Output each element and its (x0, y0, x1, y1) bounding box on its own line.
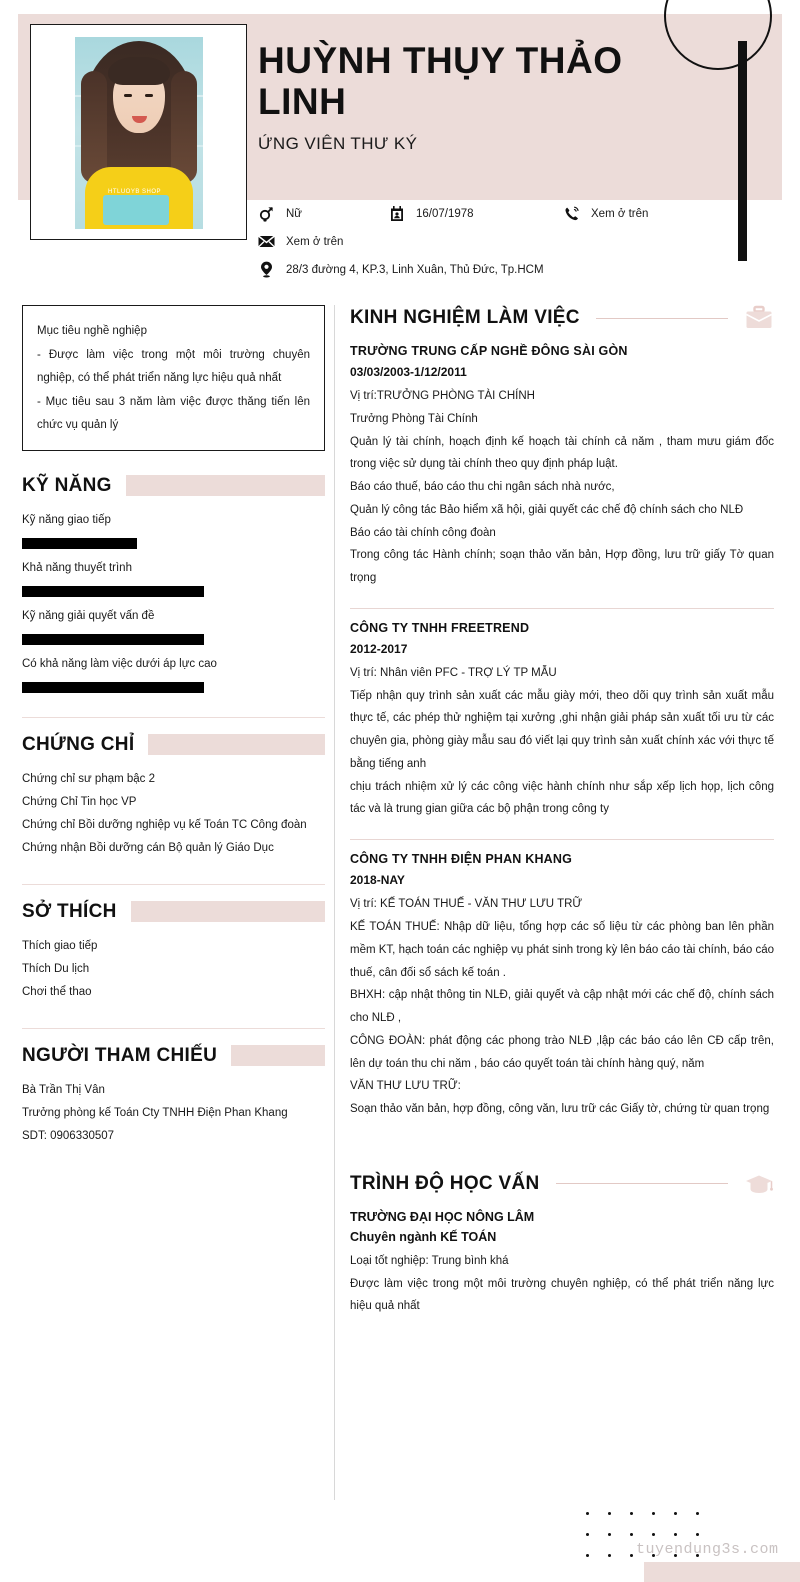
job-dates: 2018-NAY (350, 873, 405, 888)
skill-item (22, 653, 325, 693)
skill-bar-fill (22, 586, 204, 597)
experience-item (350, 852, 774, 1131)
experience-heading-row (350, 305, 774, 331)
education-detail: Được làm việc trong một môi trường chuyên nghiệp, có thể phát triển năng lực hiệu quả nhất (350, 1277, 774, 1313)
reference-details (22, 1079, 325, 1148)
hobbies-heading-row (22, 901, 325, 923)
education-major: Chuyên ngành KẾ TOÁN (350, 1229, 497, 1244)
experience-item (350, 344, 774, 600)
job-separator (350, 839, 774, 840)
briefcase-icon (744, 305, 774, 331)
list-item: Thích Du lịch (22, 962, 90, 975)
location-pin-icon (256, 261, 277, 278)
job-company: TRƯỜNG TRUNG CẤP NGHỀ ĐÔNG SÀI GÒN (350, 344, 628, 358)
skills-heading-row (22, 475, 325, 497)
skill-label: Có khả năng làm việc dưới áp lực cao (22, 657, 217, 670)
job-detail: chịu trách nhiệm xử lý các công việc hành chính như sắp xếp lịch họp, lịch công tác và là trung gian giữa các bộ phận trong công ty (350, 780, 774, 816)
skills-list (22, 509, 325, 693)
watermark: tuyendung3s.com (636, 1541, 779, 1558)
reference-heading-row (22, 1045, 325, 1067)
skill-bar-fill (22, 634, 204, 645)
job-company: CÔNG TY TNHH ĐIỆN PHAN KHANG (350, 852, 573, 867)
job-separator (350, 608, 774, 609)
skill-item (22, 509, 325, 549)
email-icon (256, 233, 277, 250)
avatar-shirt-text: HTLUOYB SHOP (107, 189, 161, 195)
heading-accent-bar (231, 1045, 325, 1066)
reference-heading: NGƯỜI THAM CHIẾU (22, 1044, 218, 1066)
skill-bar-track (22, 682, 325, 693)
education-heading-row (350, 1171, 774, 1197)
education-heading: TRÌNH ĐỘ HỌC VẤN (350, 1172, 540, 1194)
hobbies-heading: SỞ THÍCH (22, 900, 117, 922)
skill-bar-track (22, 586, 325, 597)
skill-item (22, 605, 325, 645)
candidate-job-title: ỨNG VIÊN THƯ KÝ (258, 133, 418, 153)
objective-title: Mục tiêu nghề nghiệp (37, 325, 147, 337)
contact-row-3 (256, 261, 756, 278)
list-item: Chứng chỉ sư phạm bậc 2 (22, 772, 156, 785)
education-detail: Loại tốt nghiệp: Trung bình khá (350, 1254, 509, 1267)
reference-name: Bà Trần Thị Vân (22, 1083, 105, 1096)
skills-heading: KỸ NĂNG (22, 474, 112, 496)
job-detail: Soạn thảo văn bản, hợp đồng, công văn, lưu trữ các Giấy tờ, chứng từ quan trọng (350, 1103, 770, 1116)
list-item: Chứng Chỉ Tin học VP (22, 795, 137, 808)
cv-header (0, 0, 800, 305)
section-rule (22, 884, 325, 885)
job-detail: KẾ TOÁN THUẾ: Nhập dữ liệu, tổng hợp các số liệu từ các phòng ban lên phần mềm KT, hạch toán các nghiệp vụ phát sinh trong kỳ lên báo cáo tài chính, báo cáo thuế, cân đối sổ sách kế toán . (350, 921, 774, 979)
contact-address-value: 28/3 đường 4, KP.3, Linh Xuân, Thủ Đức, Tp.HCM (286, 263, 544, 276)
job-detail: Trưởng Phòng Tài Chính (350, 412, 478, 425)
phone-icon (561, 205, 582, 222)
graduation-cap-icon (744, 1171, 774, 1197)
contact-email-value: Xem ở trên (286, 235, 344, 248)
job-detail: BHXH: cập nhật thông tin NLĐ, giải quyết và cập nhật mới các chế độ, chính sách cho NLĐ , (350, 989, 774, 1025)
contact-dob (386, 205, 561, 222)
section-certificates (22, 717, 325, 860)
sidebar-column (22, 305, 325, 1148)
job-detail: Vị trí: KẾ TOÁN THUẾ - VĂN THƯ LƯU TRỮ (350, 898, 583, 911)
skill-label: Kỹ năng giải quyết vấn đề (22, 609, 155, 622)
job-detail: Báo cáo tài chính công đoàn (350, 526, 496, 539)
avatar (75, 37, 203, 229)
list-item: Chứng chỉ Bồi dưỡng nghiệp vụ kế Toán TC Công đoàn (22, 818, 307, 831)
skill-label: Khả năng thuyết trình (22, 561, 132, 574)
certificates-heading: CHỨNG CHỈ (22, 733, 135, 755)
calendar-icon (386, 205, 407, 222)
experience-heading: KINH NGHIỆM LÀM VIỆC (350, 307, 580, 328)
skill-bar-track (22, 538, 325, 549)
skill-bar-track (22, 634, 325, 645)
contact-gender-value: Nữ (286, 207, 303, 220)
column-divider (334, 305, 335, 1500)
certificates-heading-row (22, 734, 325, 756)
skill-item (22, 557, 325, 597)
job-detail: CÔNG ĐOÀN: phát động các phong trào NLĐ ,lập các báo cáo lên CĐ cấp trên, lên dự toán thu chi năm , báo cáo quyết toán tài chính hàng quý, năm (350, 1034, 774, 1070)
skill-label: Kỹ năng giao tiếp (22, 513, 111, 526)
job-detail: Vị trí:TRƯỞNG PHÒNG TÀI CHÍNH (350, 390, 535, 402)
section-hobbies (22, 884, 325, 1004)
hobbies-list (22, 935, 325, 1004)
job-detail: Tiếp nhận quy trình sản xuất các mẫu giày mới, theo dõi quy trình sản xuất mẫu thực tế, các phép thử nghiệm tại xưởng ,ghi nhận giải pháp sản xuất tối ưu từ các chuyên gia, phòng giày mẫu sau đó viết lại quy trình sản xuất chính xác với thực tế bằng tiếng anh (350, 689, 774, 770)
section-rule (22, 1028, 325, 1029)
job-detail: Trong công tác Hành chính; soạn thảo văn bản, Hợp đồng, lưu trữ giấy Tờ quan trọng (350, 549, 774, 585)
photo-frame (30, 24, 247, 240)
list-item: Chơi thể thao (22, 985, 92, 998)
heading-rule (596, 318, 728, 319)
job-dates: 2012-2017 (350, 641, 408, 656)
name-block (258, 40, 688, 154)
gender-icon (256, 205, 277, 222)
contact-phone[interactable] (561, 205, 648, 222)
main-column (350, 305, 774, 1318)
job-detail: Vị trí: Nhân viên PFC - TRỢ LÝ TP MẪU (350, 666, 557, 679)
heading-accent-bar (148, 734, 325, 755)
footer-pink-band (644, 1562, 800, 1582)
section-education (350, 1171, 774, 1318)
contact-address (256, 261, 544, 278)
section-skills (22, 475, 325, 693)
candidate-name: HUỲNH THỤY THẢO LINH (258, 40, 623, 123)
contact-gender (256, 205, 386, 222)
contact-dob-value: 16/07/1978 (416, 207, 474, 220)
career-objective-box (22, 305, 325, 451)
objective-line: - Được làm việc trong một môi trường chuyên nghiệp, có thể phát triển năng lực hiệu quả nhất (37, 348, 310, 385)
heading-accent-bar (131, 901, 325, 922)
job-detail: Quản lý tài chính, hoạch định kế hoạch tài chính cả năm , tham mưu giám đốc trong việc sử dụng tài chính theo quy định pháp luật. (350, 435, 774, 471)
skill-bar-fill (22, 538, 137, 549)
heading-rule (556, 1183, 728, 1184)
section-experience (350, 305, 774, 1131)
objective-line: - Mục tiêu sau 3 năm làm việc được thăng tiến lên chức vụ quản lý (37, 395, 310, 432)
job-detail: Quản lý công tác Bảo hiểm xã hội, giải quyết các chế độ chính sách cho NLĐ (350, 503, 744, 516)
job-company: CÔNG TY TNHH FREETREND (350, 620, 530, 635)
section-rule (22, 717, 325, 718)
section-reference (22, 1028, 325, 1148)
certificates-list (22, 768, 325, 860)
job-detail: Báo cáo thuế, báo cáo thu chi ngân sách nhà nước, (350, 481, 615, 494)
contact-row-1 (256, 205, 756, 222)
education-school: TRƯỜNG ĐẠI HỌC NÔNG LÂM (350, 1209, 535, 1224)
contact-info (256, 205, 756, 289)
job-detail: VĂN THƯ LƯU TRỮ: (350, 1080, 461, 1093)
experience-item (350, 621, 774, 831)
heading-accent-bar (126, 475, 325, 496)
contact-email[interactable] (256, 233, 343, 250)
list-item: Chứng nhận Bồi dưỡng cán Bộ quản lý Giáo Dục (22, 841, 274, 854)
job-dates: 03/03/2003-1/12/2011 (350, 365, 467, 379)
reference-phone: SDT: 0906330507 (22, 1129, 115, 1142)
skill-bar-fill (22, 682, 204, 693)
list-item: Thích giao tiếp (22, 939, 98, 952)
reference-position: Trưởng phòng kế Toán Cty TNHH Điện Phan Khang (22, 1106, 288, 1119)
contact-row-2 (256, 233, 756, 250)
contact-phone-value: Xem ở trên (591, 207, 649, 220)
